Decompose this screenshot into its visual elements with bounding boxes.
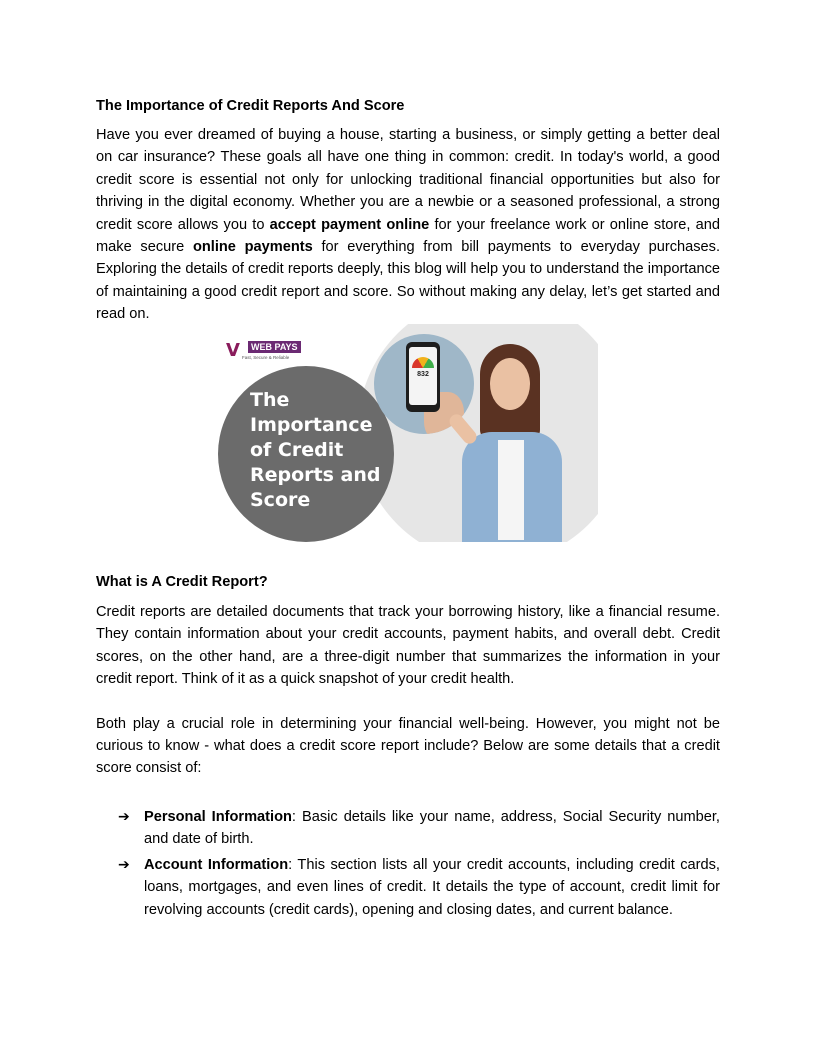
spacer [96,691,720,713]
both-play-paragraph: Both play a crucial role in determining your financial well-being. However, you might not be curious to know - what does a credit score report include? Below are some details that a credit score consist of: [96,715,720,777]
face-shape [490,358,530,410]
section-heading-2: What is A Credit Report? [96,574,268,590]
webpays-logo [226,338,316,364]
logo-tagline: Fast, Secure & Reliable [242,355,290,360]
list-item [118,854,720,921]
intro-text-c: for everything from bill payments to everyday purchases. Exploring the details of credit reports deeply, this blog will help you to understand the importance of maintaining a good credit report and score. So without making any delay, let’s get started and read on. [96,239,720,323]
list-item-text: : Basic details like your name, address, Social Security number, and date of birth. [144,809,720,848]
list-item-text: : This section lists all your credit accounts, including credit cards, loans, mortgages, and even lines of credit. It details the type of account, credit limit for revolving accounts (credit cards), opening and closing dates, and current balance. [144,856,720,918]
list-item-term: Personal Information [144,809,292,825]
document-body [96,96,720,326]
intro-text-b: for your freelance work or online store, and make secure [96,216,720,256]
intro-paragraph [96,124,720,326]
arrow-bullet-icon: ➔ [118,856,130,873]
logo-mark: V [226,340,240,361]
credit-report-list [118,806,720,924]
shirt-shape [498,440,524,540]
list-item-term: Account Information [144,856,289,873]
section-two [96,572,720,780]
woman-illustration [456,344,576,542]
phone-screen [409,347,437,405]
accept-payment-online-link[interactable]: accept payment online [269,216,430,233]
logo-wordmark: WEB PAYS [248,341,301,353]
credit-gauge-icon [412,357,434,368]
online-payments-link[interactable]: online payments [192,239,313,256]
arrow-bullet-icon: ➔ [118,809,130,825]
phone-score: 832 [417,371,429,378]
phone-icon [406,342,440,412]
credit-report-paragraph: Credit reports are detailed documents that track your borrowing history, like a financial resume. They contain information about your credit accounts, payment habits, and overall debt. Credit scores, on the other hand, are a three-digit number that summarizes the information in your credit report. Think of it as a quick snapshot of your credit health. [96,604,720,688]
feature-banner-image [218,324,598,542]
section-heading: The Importance of Credit Reports And Score [96,98,405,114]
list-item [118,806,720,851]
intro-text-a: Have you ever dreamed of buying a house, starting a business, or simply getting a better deal on car insurance? These goals all have one thing in common: credit. In today's world, a good credit score is essential not only for unlocking traditional financial opportunities but also for thriving in the digital economy. Whether you are a newbie or a seasoned professional, a strong credit score allows you to [96,127,720,233]
banner-title: The Importance of Credit Reports and Score [250,389,381,511]
